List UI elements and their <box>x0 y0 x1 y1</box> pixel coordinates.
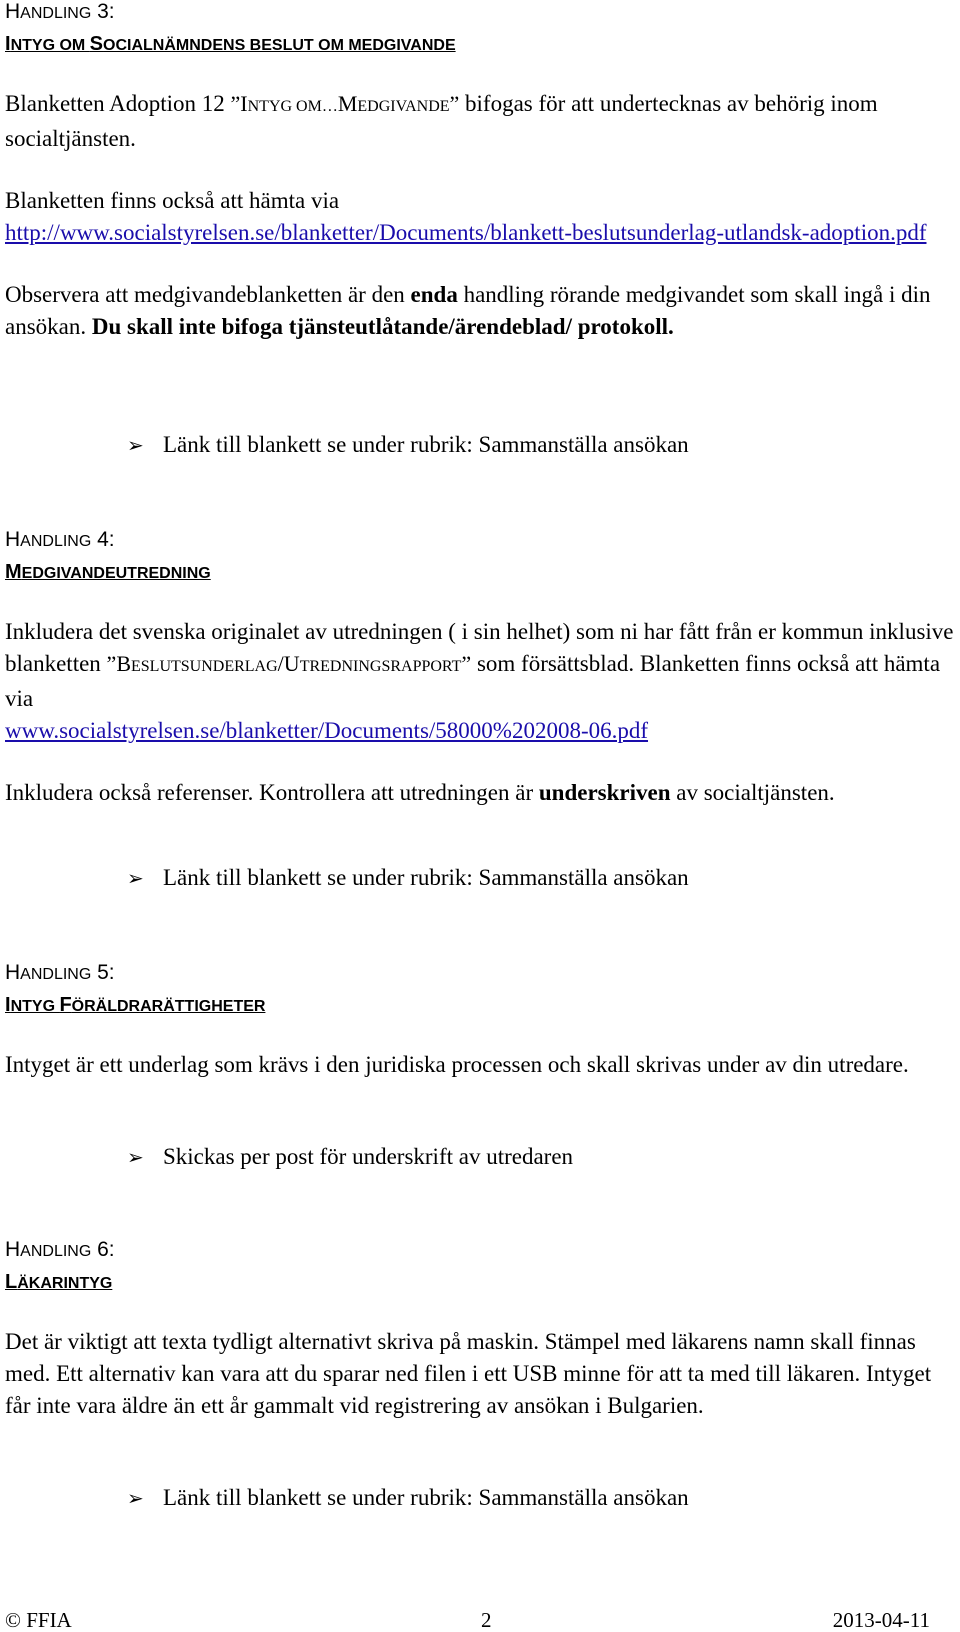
footer-date: 2013-04-11 <box>832 1608 930 1632</box>
bullet-item: ➢ Länk till blankett se under rubrik: Sammanställa ansökan <box>127 429 689 461</box>
form-name: ”BESLUTSUNDERLAG/UTREDNINGSRAPPORT” <box>106 651 472 676</box>
paragraph-adoption-form: Blanketten Adoption 12 ”INTYG OM…MEDGIVANDE” bifogas för att undertecknas av behörig inom socialtjänsten. <box>5 91 878 151</box>
footer-page-number: 2 <box>481 1608 492 1632</box>
bullet-item: ➢ Länk till blankett se under rubrik: Sammanställa ansökan <box>127 1482 689 1514</box>
section-handling-4 <box>5 528 955 809</box>
form-name: ”INTYG OM…MEDGIVANDE” <box>230 91 460 116</box>
right-arrow-bullet-icon: ➢ <box>127 433 144 457</box>
paragraph-medical-certificate: Det är viktigt att texta tydligt alternativt skriva på maskin. Stämpel med läkarens namn skall finnas med. Ett alternativ kan vara att du sparar ned filen i ett USB minne för att ta med till läkaren. Intyget får inte vara äldre än ett år gammalt vid registrering av ansökan i Bulgarien. <box>5 1329 932 1418</box>
section-label: HANDLING 4: <box>5 528 115 551</box>
download-link[interactable]: www.socialstyrelsen.se/blanketter/Documents/58000%202008-06.pdf <box>5 718 649 743</box>
footer-copyright: © FFIA <box>5 1608 72 1632</box>
paragraph-notice: Observera att medgivandeblanketten är den enda handling rörande medgivandet som skall ingå i din ansökan. Du skall inte bifoga tjänsteutlåtande/ärendeblad/ protokoll. <box>5 282 931 339</box>
section-title: INTYG OM SOCIALNÄMNDENS BESLUT OM MEDGIVANDE <box>5 33 456 55</box>
bullet-item: ➢ Länk till blankett se under rubrik: Sammanställa ansökan <box>127 862 689 894</box>
section-label: HANDLING 6: <box>5 1238 115 1261</box>
bullet-item: ➢ Skickas per post för underskrift av utredaren <box>127 1141 573 1173</box>
section-label: HANDLING 5: <box>5 961 115 984</box>
paragraph-investigation: Inkludera det svenska originalet av utredningen ( i sin helhet) som ni har fått från er kommun inklusive blanketten ”BESLUTSUNDERLAG/UTREDNINGSRAPPORT” som försättsblad. Blanketten finns också att hämta via www.socialstyrelsen.se/blanketter/Documents/58000%202008-06.pdf <box>5 619 954 743</box>
paragraph-parental-rights: Intyget är ett underlag som krävs i den juridiska processen och skall skrivas under av din utredare. <box>5 1052 909 1077</box>
right-arrow-bullet-icon: ➢ <box>127 1486 144 1510</box>
section-handling-6 <box>5 1238 955 1422</box>
section-title: MEDGIVANDEUTREDNING <box>5 561 211 583</box>
download-link[interactable]: http://www.socialstyrelsen.se/blanketter/Documents/blankett-beslutsunderlag-utlandsk-adoption.pdf <box>5 220 927 245</box>
section-handling-5 <box>5 961 955 1081</box>
section-label: HANDLING 3: <box>5 0 115 23</box>
paragraph-references: Inkludera också referenser. Kontrollera att utredningen är underskriven av socialtjänsten. <box>5 780 835 805</box>
section-title: INTYG FÖRÄLDRARÄTTIGHETER <box>5 994 266 1016</box>
right-arrow-bullet-icon: ➢ <box>127 866 144 890</box>
right-arrow-bullet-icon: ➢ <box>127 1145 144 1169</box>
section-handling-3 <box>5 0 955 343</box>
section-title: LÄKARINTYG <box>5 1271 113 1293</box>
paragraph-download: Blanketten finns också att hämta via http://www.socialstyrelsen.se/blanketter/Documents/blankett-beslutsunderlag-utlandsk-adoption.pdf <box>5 188 927 245</box>
